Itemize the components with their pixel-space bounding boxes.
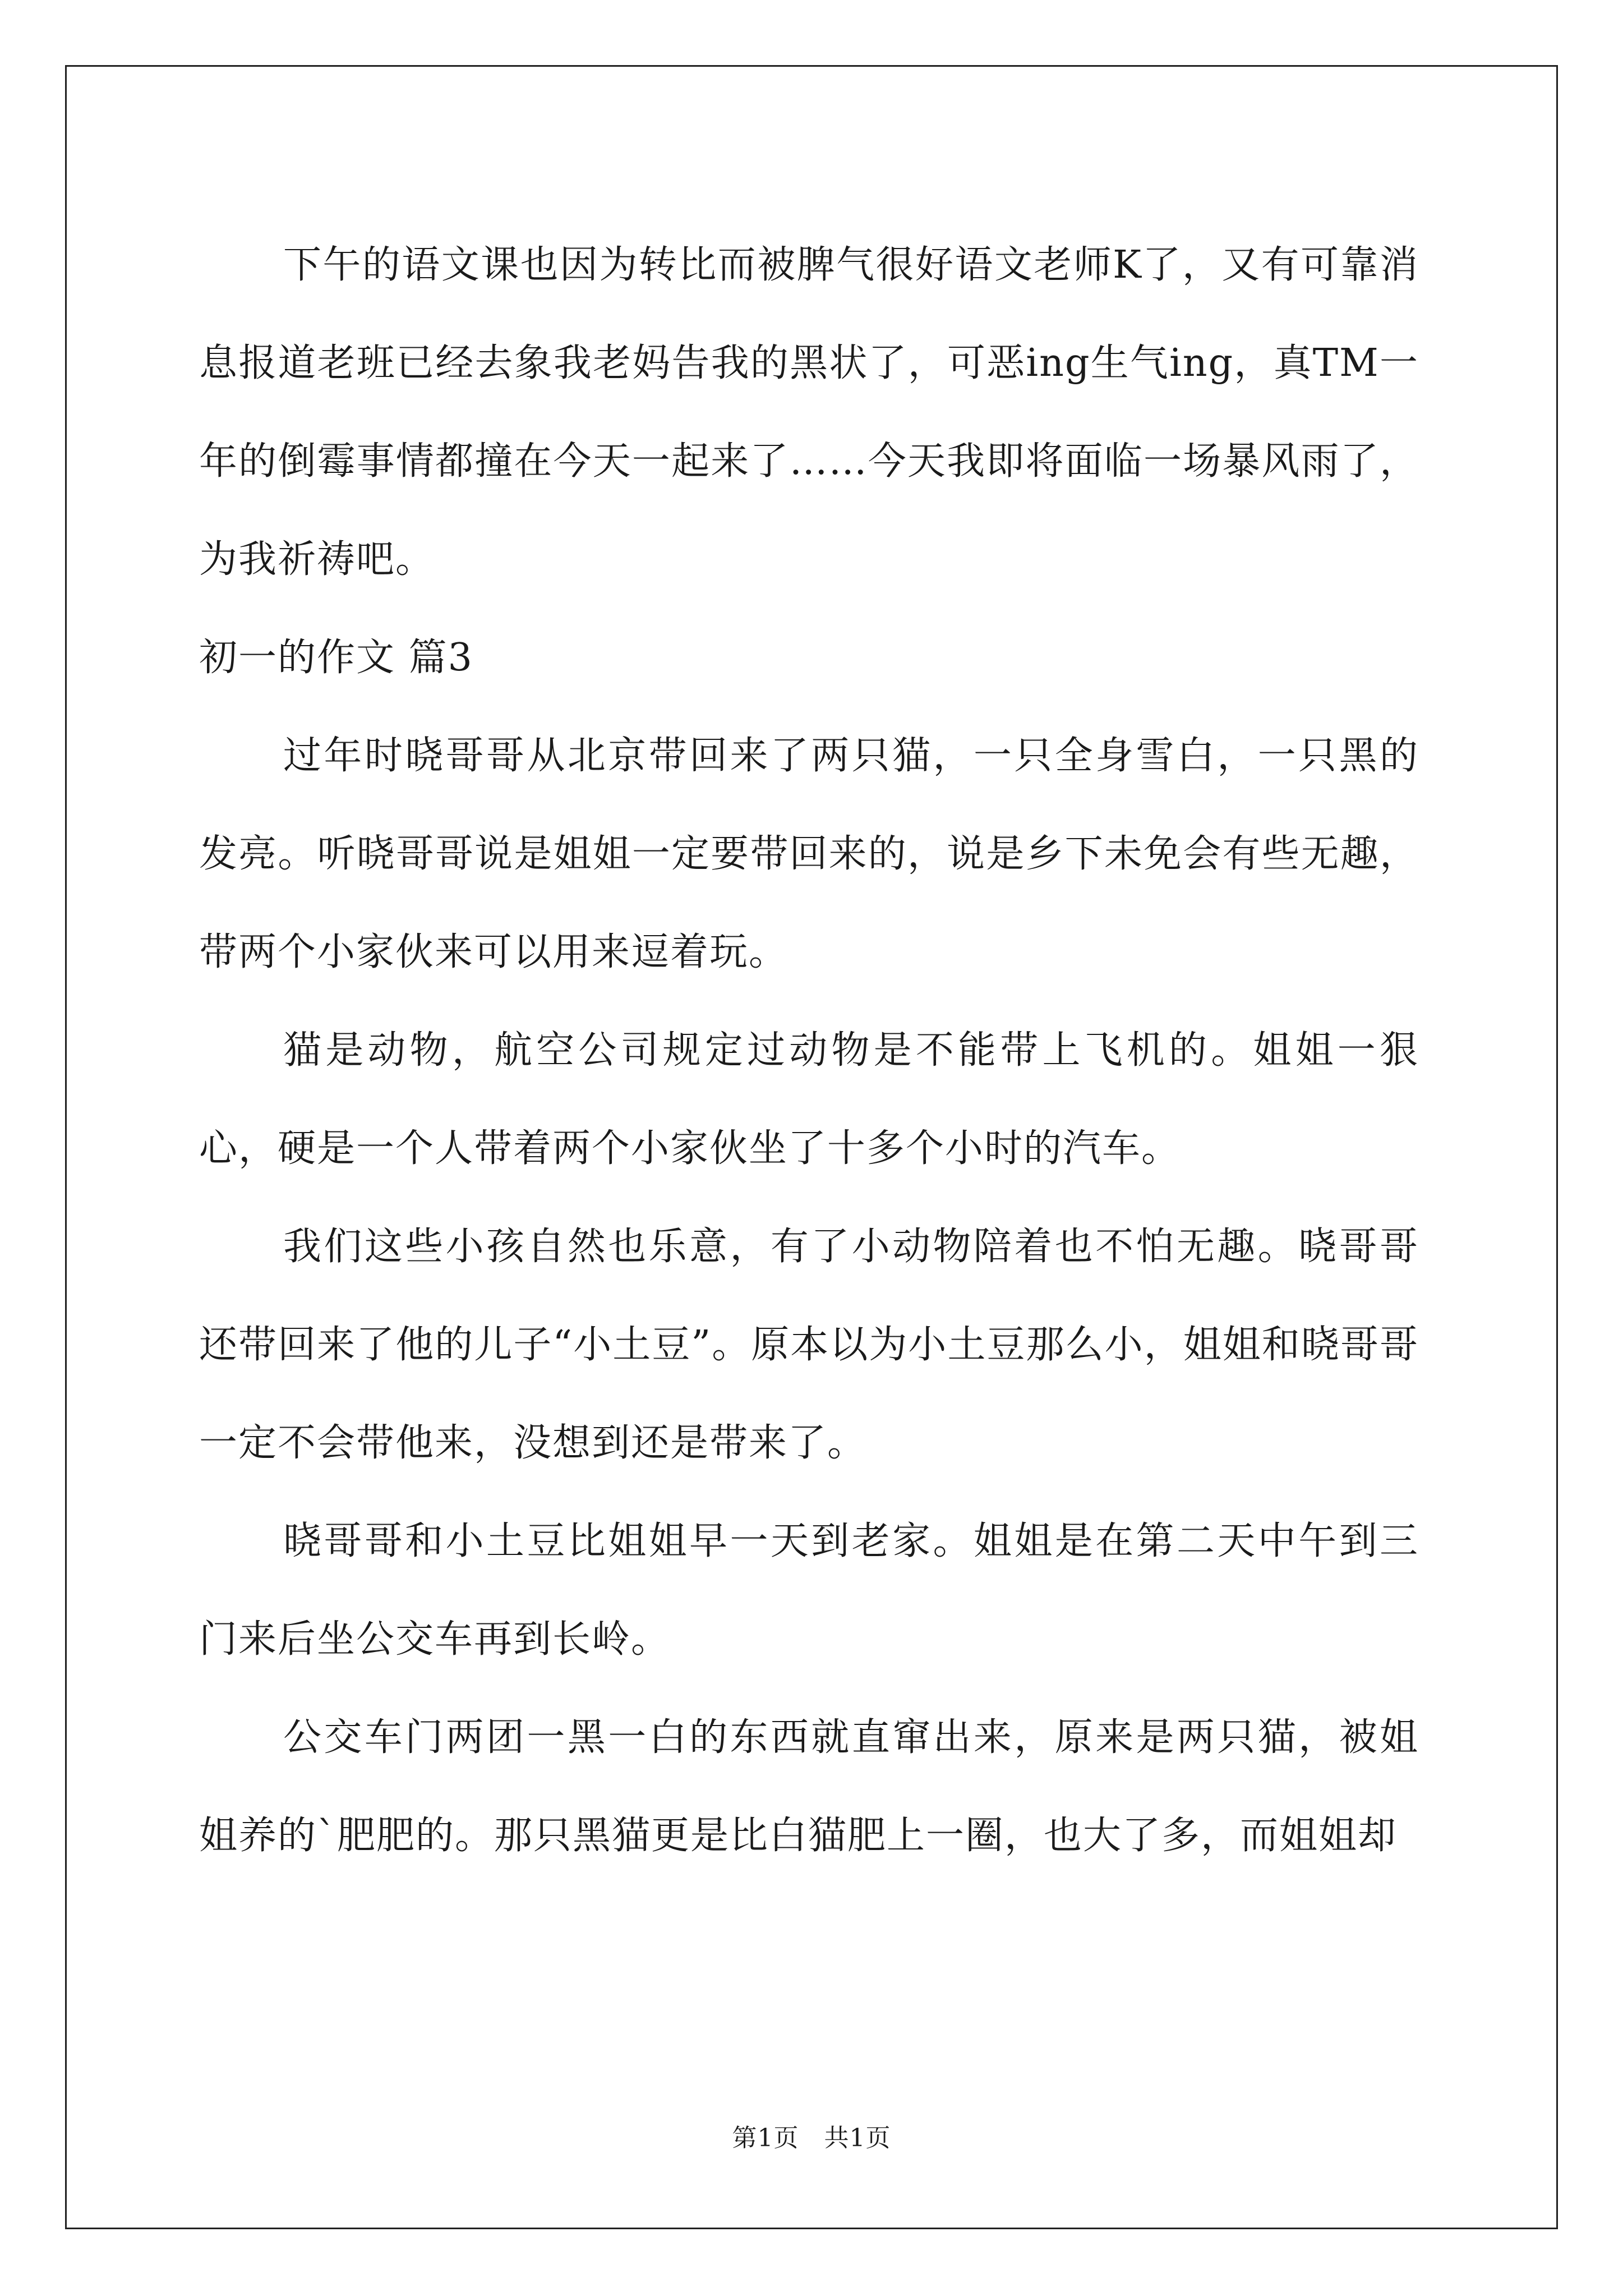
paragraph: 过年时晓哥哥从北京带回来了两只猫，一只全身雪白，一只黑的发亮。听晓哥哥说是姐姐一定要带回来的，说是乡下未免会有些无趣，带两个小家伙来可以用来逗着玩。 bbox=[199, 734, 1419, 974]
document-body bbox=[199, 216, 1419, 1885]
paragraph: 猫是动物，航空公司规定过动物是不能带上飞机的。姐姐一狠心，硬是一个人带着两个小家伙坐了十多个小时的汽车。 bbox=[199, 1028, 1419, 1171]
paragraph: 下午的语文课也因为转比而被脾气很好语文老师K了，又有可靠消息报道老班已经去象我老妈告我的黑状了，可恶ing生气ing，真TM一年的倒霉事情都撞在今天一起来了……今天我即将面临一场暴风雨了，为我祈祷吧。 bbox=[199, 243, 1419, 582]
paragraph: 我们这些小孩自然也乐意，有了小动物陪着也不怕无趣。晓哥哥还带回来了他的儿子“小土豆”。原本以为小土豆那么小，姐姐和晓哥哥一定不会带他来，没想到还是带来了。 bbox=[199, 1225, 1419, 1465]
section-heading: 初一的作文 篇3 bbox=[199, 636, 473, 680]
paragraph: 晓哥哥和小土豆比姐姐早一天到老家。姐姐是在第二天中午到三门来后坐公交车再到长岭。 bbox=[199, 1519, 1419, 1662]
paragraph: 公交车门两团一黑一白的东西就直窜出来，原来是两只猫，被姐姐养的`肥肥的。那只黑猫更是比白猫肥上一圈，也大了多，而姐姐却 bbox=[199, 1715, 1419, 1858]
page-number-footer: 第1页 共1页 bbox=[732, 2124, 891, 2152]
